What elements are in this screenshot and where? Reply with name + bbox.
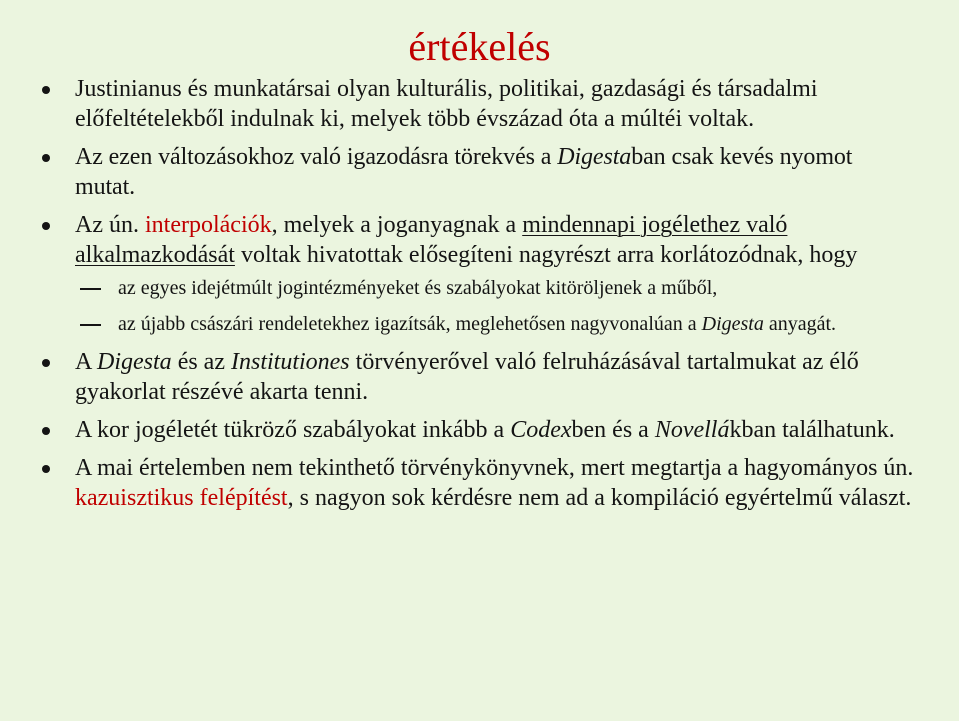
bullet-text: Az ezen változásokhoz való igazodásra törekvés a bbox=[75, 144, 558, 170]
bullet-text-italic: Novellá bbox=[654, 417, 730, 443]
bullet-text: ben és a bbox=[571, 417, 655, 443]
sub-bullet-text: az újabb császári rendeletekhez igazítsák, meglehetősen nagyvonalúan a bbox=[118, 313, 702, 335]
bullet-text-italic: Digesta bbox=[97, 349, 172, 375]
bullet-text: A mai értelemben nem tekinthető törvénykönyvnek, mert megtartja a hagyományos ún. bbox=[75, 455, 914, 481]
bullet-item bbox=[75, 142, 915, 202]
bullet-item bbox=[75, 347, 915, 407]
bullet-text: , melyek a joganyagnak a bbox=[271, 212, 523, 238]
bullet-text: kban találhatunk. bbox=[729, 417, 895, 443]
bullet-text: ban csak kevés nyomot mutat. bbox=[75, 144, 853, 200]
sub-bullet-text-italic: Digesta bbox=[701, 313, 764, 335]
sub-bullet-text: az egyes idejétmúlt jogintézményeket és szabályokat kitöröljenek a műből, bbox=[118, 277, 718, 299]
bullet-text-italic: Codex bbox=[510, 417, 572, 443]
underlined-phrase: mindennapi jogélethez való alkalmazkodását bbox=[75, 212, 788, 268]
bullet-list bbox=[75, 74, 915, 521]
bullet-text: A bbox=[75, 349, 98, 375]
bullet-text: törvényerővel való felruházásával tartalmukat az élő gyakorlat részévé akarta tenni. bbox=[75, 349, 859, 405]
bullet-text: és az bbox=[171, 349, 231, 375]
bullet-text: , s nagyon sok kérdésre nem ad a kompiláció egyértelmű választ. bbox=[287, 485, 912, 511]
bullet-item bbox=[75, 210, 915, 337]
bullet-item bbox=[75, 415, 915, 445]
sub-bullet-item bbox=[75, 275, 915, 301]
bullet-item bbox=[75, 453, 915, 513]
slide-title: értékelés bbox=[408, 24, 551, 69]
bullet-text-italic: Institutiones bbox=[230, 349, 350, 375]
bullet-text: Justinianus és munkatársai olyan kulturális, politikai, gazdasági és társadalmi előfeltételekből indulnak ki, melyek több évszázad óta a múltéi voltak. bbox=[75, 76, 818, 132]
sub-bullet-list bbox=[75, 275, 915, 337]
sub-bullet-item bbox=[75, 311, 915, 337]
bullet-text: voltak hivatottak elősegíteni nagyrészt arra korlátozódnak, hogy bbox=[234, 242, 858, 268]
bullet-text: A kor jogéletét tükröző szabályokat inkább a bbox=[75, 417, 511, 443]
highlight-term: kazuisztikus felépítést bbox=[75, 485, 288, 511]
bullet-text: Az ún. bbox=[75, 212, 145, 238]
highlight-term: interpolációk bbox=[144, 212, 272, 238]
sub-bullet-text: anyagát. bbox=[763, 313, 837, 335]
bullet-item bbox=[75, 74, 915, 134]
bullet-text-italic: Digesta bbox=[557, 144, 632, 170]
